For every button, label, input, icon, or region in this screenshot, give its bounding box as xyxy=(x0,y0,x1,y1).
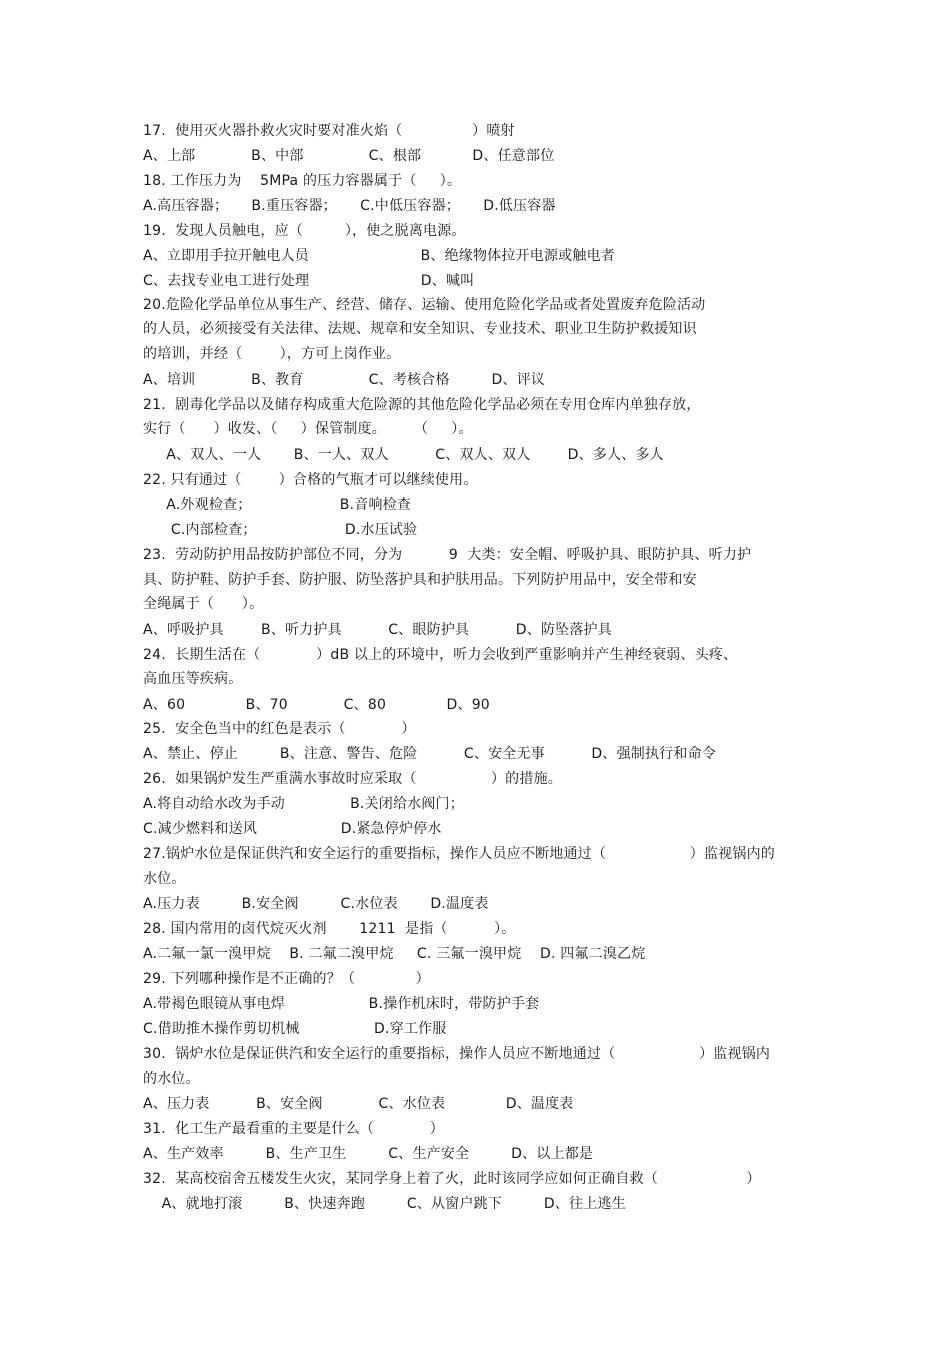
question-21-stem: 实行（ ）收发、（ ）保管制度。 （ ）。 xyxy=(143,421,473,437)
question-24-stem: 24. 长期生活在（ ）dB 以上的环境中，听力会收到严重影响并产生神经衰弱、头疼、 xyxy=(143,647,738,663)
question-31-options: A、生产效率 B、生产卫生 C、生产安全 D、以上都是 xyxy=(143,1146,594,1162)
question-19-stem: 19. 发现人员触电，应（ ），使之脱离电源。 xyxy=(143,223,466,239)
question-19-options: A、立即用手拉开触电人员 B、绝缘物体拉开电源或触电者 xyxy=(143,248,615,264)
question-22-stem: 22. 只有通过（ ）合格的气瓶才可以继续使用。 xyxy=(143,472,478,488)
question-30-stem: 30. 锅炉水位是保证供汽和安全运行的重要指标，操作人员应不断地通过（ ）监视锅内 xyxy=(143,1046,771,1062)
question-26-options: A.将自动给水改为手动 B.关闭给水阀门； xyxy=(143,796,464,812)
question-23-stem: 全绳属于（ ）。 xyxy=(143,596,264,612)
question-23-options: A、呼吸护具 B、听力护具 C、眼防护具 D、防坠落护具 xyxy=(143,622,612,638)
question-20-stem: 的人员，必须接受有关法律、法规、规章和安全知识、专业技术、职业卫生防护救援知识 xyxy=(143,321,697,337)
question-20-options: A、培训 B、教育 C、考核合格 D、评议 xyxy=(143,372,546,388)
question-26-stem: 26. 如果锅炉发生严重满水事故时应采取（ ）的措施。 xyxy=(143,771,562,787)
question-29-stem: 29. 下列哪种操作是不正确的？（ ） xyxy=(143,971,430,987)
question-26-options: C.减少燃料和送风 D.紧急停炉停水 xyxy=(143,821,442,837)
question-27-stem: 水位。 xyxy=(143,871,186,887)
question-32-stem: 32. 某高校宿舍五楼发生火灾，某同学身上着了火，此时该同学应如何正确自救（ ） xyxy=(143,1171,761,1187)
question-18-options: A.高压容器； B.重压容器； C.中低压容器； D.低压容器 xyxy=(143,198,556,214)
question-27-stem: 27.锅炉水位是保证供汽和安全运行的重要指标，操作人员应不断地通过（ ）监视锅内的 xyxy=(143,846,775,862)
question-30-stem: 的水位。 xyxy=(143,1071,200,1087)
question-27-options: A.压力表 B.安全阀 C.水位表 D.温度表 xyxy=(143,896,489,912)
question-31-stem: 31. 化工生产最看重的主要是什么（ ） xyxy=(143,1121,444,1137)
question-25-options: A、禁止、停止 B、注意、警告、危险 C、安全无事 D、强制执行和命令 xyxy=(143,746,716,762)
question-22-options: C.内部检查； D.水压试验 xyxy=(143,522,418,538)
question-18-stem: 18. 工作压力为 5MPa 的压力容器属于（ ）。 xyxy=(143,173,462,189)
question-20-stem: 的培训，并经（ ），方可上岗作业。 xyxy=(143,346,401,362)
question-23-stem: 23. 劳动防护用品按防护部位不同，分为 9 大类：安全帽、呼吸护具、眼防护具、听力护 xyxy=(143,547,752,563)
question-21-stem: 21. 剧毒化学品以及储存构成重大危险源的其他危险化学品必须在专用仓库内单独存放， xyxy=(143,397,701,413)
question-30-options: A、压力表 B、安全阀 C、水位表 D、温度表 xyxy=(143,1096,574,1112)
question-24-options: A、60 B、70 C、80 D、90 xyxy=(143,697,490,713)
question-32-options: A、就地打滚 B、快速奔跑 C、从窗户跳下 D、往上逃生 xyxy=(143,1196,626,1212)
question-29-options: C.借助推木操作剪切机械 D.穿工作服 xyxy=(143,1021,447,1037)
question-22-options: A.外观检查； B.音响检查 xyxy=(143,497,412,513)
question-29-options: A.带褐色眼镜从事电焊 B.操作机床时，带防护手套 xyxy=(143,996,540,1012)
question-20-stem: 20.危险化学品单位从事生产、经营、储存、运输、使用危险化学品或者处置废弃危险活动 xyxy=(143,297,706,313)
question-21-options: A、双人、一人 B、一人、双人 C、双人、双人 D、多人、多人 xyxy=(143,447,664,463)
question-19-options: C、去找专业电工进行处理 D、喊叫 xyxy=(143,273,475,289)
question-17-stem: 17. 使用灭火器扑救火灾时要对准火焰（ ）喷射 xyxy=(143,123,515,139)
question-17-options: A、上部 B、中部 C、根部 D、任意部位 xyxy=(143,148,555,164)
question-24-stem: 高血压等疾病。 xyxy=(143,671,243,687)
question-28-stem: 28. 国内常用的卤代烷灭火剂 1211 是指（ ）。 xyxy=(143,921,516,937)
question-25-stem: 25. 安全色当中的红色是表示（ ） xyxy=(143,721,416,737)
question-23-stem: 具、防护鞋、防护手套、防护服、防坠落护具和护肤用品。下列防护用品中，安全带和安 xyxy=(143,572,697,588)
question-28-options: A.二氟一氯一溴甲烷 B. 二氟二溴甲烷 C. 三氟一溴甲烷 D. 四氟二溴乙烷 xyxy=(143,946,646,962)
